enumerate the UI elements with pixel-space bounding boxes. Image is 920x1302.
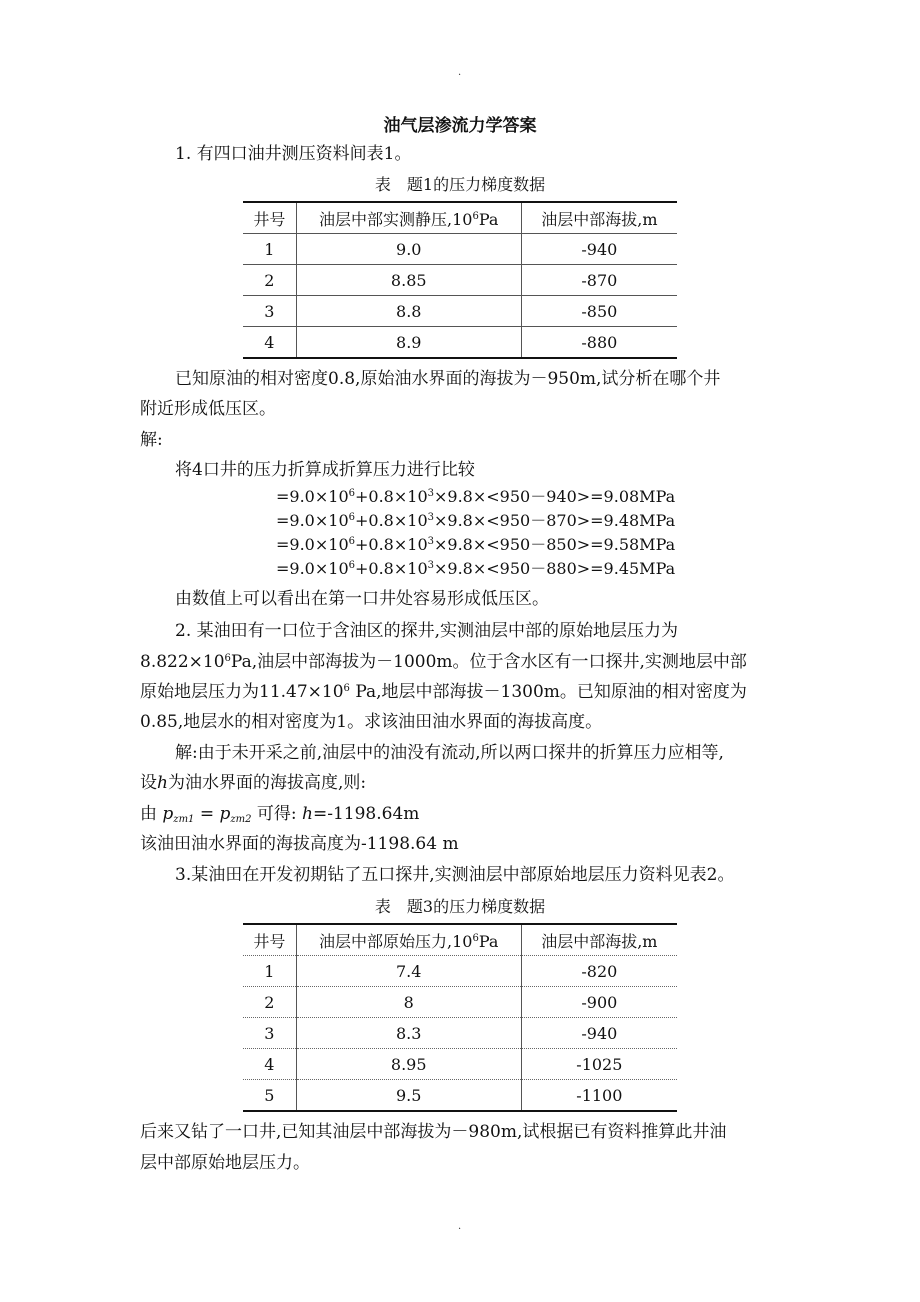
table-header-row xyxy=(243,202,677,234)
cell: 5 xyxy=(264,1085,275,1105)
cell: 9.0 xyxy=(296,234,521,265)
cell: 7.4 xyxy=(296,956,521,987)
q2-solution-line1: 解:由于未开采之前,油层中的油没有流动,所以两口探井的折算压力应相等, xyxy=(175,743,724,763)
q1-conclusion: 由数值上可以看出在第一口井处容易形成低压区。 xyxy=(175,589,549,609)
cell: 1 xyxy=(243,234,296,265)
cell: -900 xyxy=(521,987,677,1018)
cell: 4 xyxy=(243,1049,296,1080)
q1-method: 将4口井的压力折算成折算压力进行比较 xyxy=(175,460,475,480)
header-mark: . xyxy=(458,67,462,78)
q3-table xyxy=(243,923,677,1112)
q1-table xyxy=(243,201,677,359)
q1-text-line1: 已知原油的相对密度0.8,原始油水界面的海拔为－950m,试分析在哪个井 xyxy=(175,369,721,389)
q2-line2: $8.822\times 10^6Pa$,油层中部海拔为－1000m。位于含水区有一口探井,实测地层中部 xyxy=(140,652,747,672)
formula-line: $=9.0\times 10^6+0.8\times 10^3\times 9.8\times<950-870>=9.48MPa$ xyxy=(276,511,676,530)
col-well-no: 井号 xyxy=(243,202,296,234)
page-title: 油气层渗流力学答案 xyxy=(383,116,537,136)
q2-solution-line2: 设h为油水界面的海拔高度,则: xyxy=(140,773,367,793)
table-header-row xyxy=(243,924,677,956)
formula-line: $=9.0\times 10^6+0.8\times 10^3\times 9.8\times<950-880>=9.45MPa$ xyxy=(276,559,676,578)
cell: -880 xyxy=(521,327,677,359)
cell: 2 xyxy=(243,265,296,296)
q1-intro: 1. 有四口油井测压资料间表1。 xyxy=(175,144,412,164)
table-row xyxy=(243,1080,677,1112)
cell: 8.95 xyxy=(296,1049,521,1080)
table-row xyxy=(243,296,677,327)
cell: -940 xyxy=(521,1018,677,1049)
table-row xyxy=(243,327,677,359)
q2-line3: 原始地层压力为$11.47\times 10^6$ Pa,地层中部海拔－1300m。已知原油的相对密度为 xyxy=(140,682,747,702)
cell: -940 xyxy=(521,234,677,265)
table-row xyxy=(243,1049,677,1080)
col-elevation: 油层中部海拔,m xyxy=(521,924,677,956)
cell: 1 xyxy=(243,956,296,987)
table-row xyxy=(243,234,677,265)
q1-table-caption: 表 题1的压力梯度数据 xyxy=(374,175,546,194)
col-elevation: 油层中部海拔,m xyxy=(521,202,677,234)
q2-answer: 该油田油水界面的海拔高度为-1198.64 m xyxy=(140,834,459,854)
formula-line: $=9.0\times 10^6+0.8\times 10^3\times 9.8\times<950-940>=9.08MPa$ xyxy=(276,487,676,506)
cell: -870 xyxy=(521,265,677,296)
q3-table-caption: 表 题3的压力梯度数据 xyxy=(374,897,546,916)
q3-text-line1: 后来又钻了一口井,已知其油层中部海拔为－980m,试根据已有资料推算此井油 xyxy=(140,1122,727,1142)
table-row xyxy=(243,956,677,987)
cell: 8.9 xyxy=(296,327,521,359)
q2-line1: 2. 某油田有一口位于含油区的探井,实测油层中部的原始地层压力为 xyxy=(175,621,679,641)
cell: -820 xyxy=(521,956,677,987)
cell: 8.8 xyxy=(296,296,521,327)
q1-text-line2: 附近形成低压区。 xyxy=(140,399,276,419)
cell: -1100 xyxy=(521,1080,677,1112)
table-row xyxy=(243,987,677,1018)
col-pressure: 油层中部原始压力$,10^6Pa$ xyxy=(296,924,521,956)
cell: 8 xyxy=(296,987,521,1018)
table-row xyxy=(243,1018,677,1049)
q2-equation: 由 $p_{zm1} = p_{zm2}$ 可得: h=-1198.64m xyxy=(140,804,420,825)
q3-text-line2: 层中部原始地层压力。 xyxy=(140,1153,310,1173)
table-row xyxy=(243,265,677,296)
q3-intro: 3.某油田在开发初期钻了五口探井,实测油层中部原始地层压力资料见表2。 xyxy=(175,865,735,885)
footer-mark: . xyxy=(458,1221,462,1232)
cell: 2 xyxy=(243,987,296,1018)
col-well-no: 井号 xyxy=(243,924,296,956)
cell: 8.85 xyxy=(296,265,521,296)
cell: 3 xyxy=(243,296,296,327)
cell: 3 xyxy=(243,1018,296,1049)
formula-line: $=9.0\times 10^6+0.8\times 10^3\times 9.8\times<950-850>=9.58MPa$ xyxy=(276,535,676,554)
cell: 4 xyxy=(264,332,275,352)
col-pressure: 油层中部实测静压$,10^6Pa$ xyxy=(296,202,521,234)
cell: 8.3 xyxy=(296,1018,521,1049)
cell: -850 xyxy=(521,296,677,327)
q2-line4: 0.85,地层水的相对密度为1。求该油田油水界面的海拔高度。 xyxy=(140,712,603,732)
cell: 9.5 xyxy=(296,1080,521,1112)
cell: -1025 xyxy=(521,1049,677,1080)
q1-solution-label: 解: xyxy=(140,430,163,450)
